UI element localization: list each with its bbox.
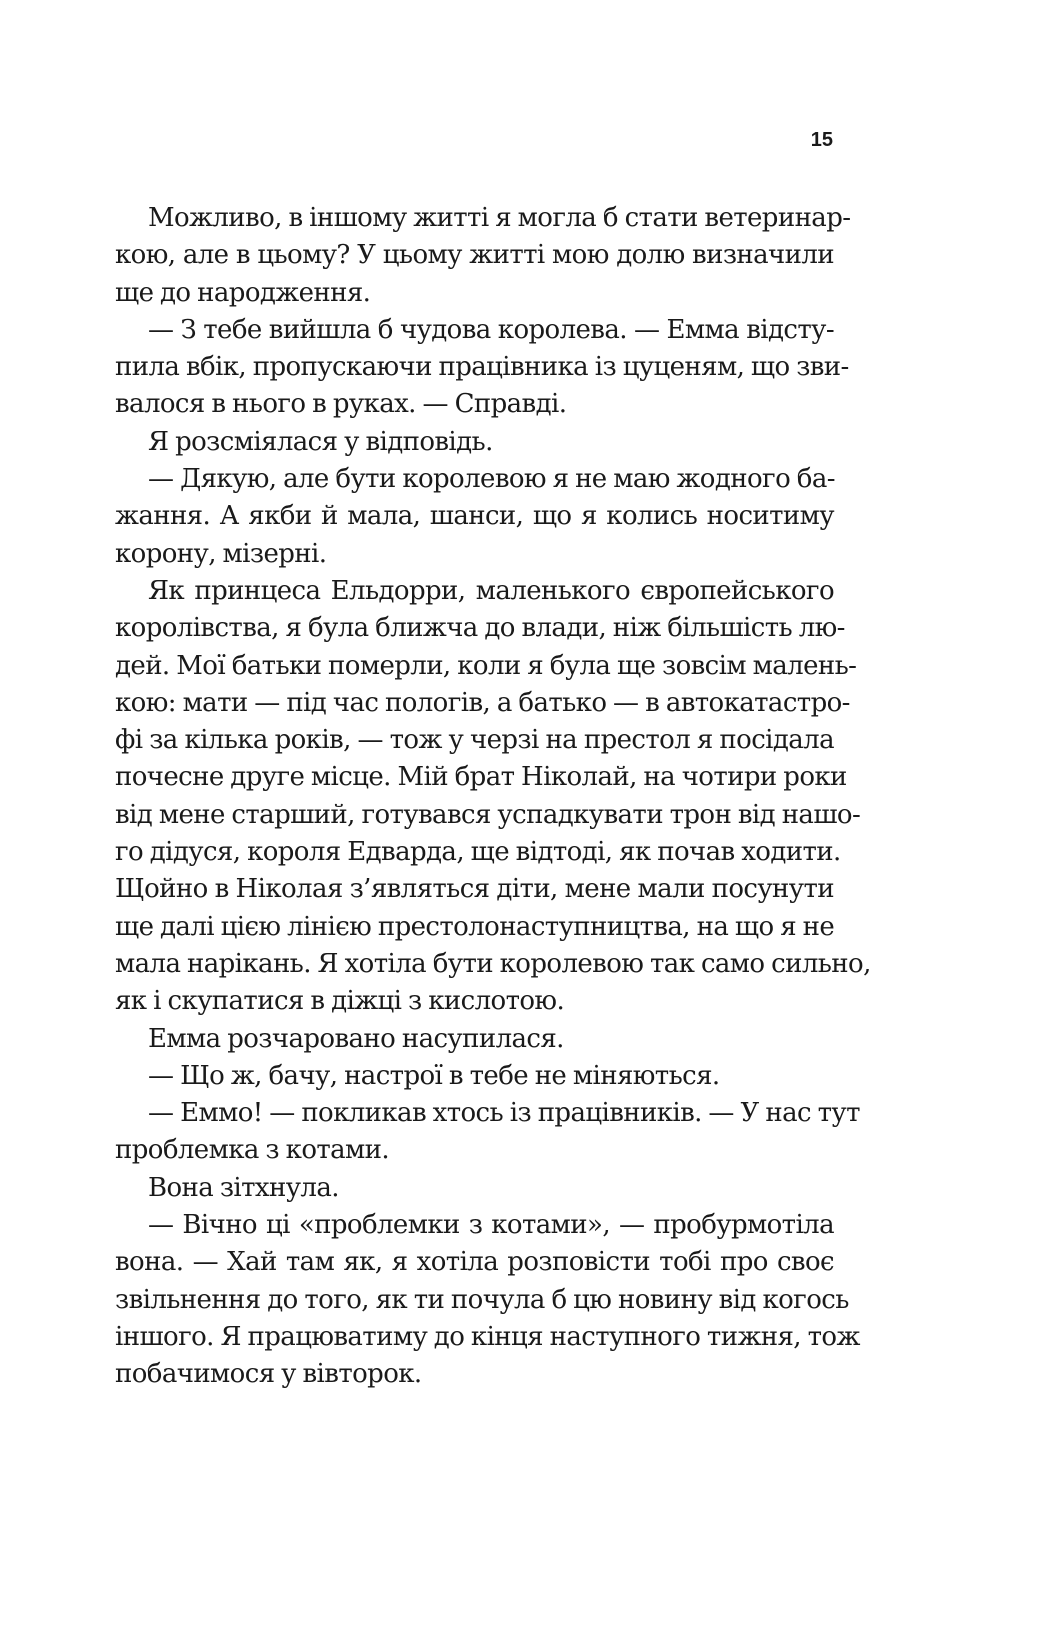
text-line: почесне друге місце. Мій брат Ніколай, на чотири роки: [115, 762, 847, 793]
text-line: жання. А якби й мала, шанси, що я колись носитиму: [115, 501, 834, 532]
text-line: Можливо, в іншому житті я могла б стати ветеринар-: [148, 203, 851, 233]
text-line: вона. — Хай там як, я хотіла розповісти тобі про своє: [115, 1247, 834, 1278]
text-line: Як принцеса Ельдорри, маленького європейського: [148, 575, 834, 606]
text-line: — Вічно ці «проблемки з котами», — пробурмотіла: [148, 1210, 834, 1241]
page-number: 15: [810, 129, 833, 151]
text-line: кою: мати — під час пологів, а батько — в автокатастро-: [115, 687, 850, 718]
text-line: валося в нього в руках. — Справді.: [115, 389, 567, 420]
text-line: — Еммо! — покликав хтось із працівників. — У нас тут: [148, 1098, 860, 1129]
text-line: звільнення до того, як ти почула б цю новину від когось: [115, 1284, 849, 1315]
text-line: побачимося у вівторок.: [115, 1359, 422, 1390]
text-line: — Дякую, але бути королевою я не маю жодного ба-: [148, 464, 835, 495]
text-line: від мене старший, готувався успадкувати трон від нашо-: [115, 799, 861, 830]
text-line: як і скупатися в діжці з кислотою.: [115, 986, 565, 1017]
text-line: фі за кілька років, — тож у черзі на престол я посідала: [115, 725, 834, 756]
text-line: — З тебе вийшла б чудова королева. — Емма відсту-: [148, 314, 834, 345]
text-line: Щойно в Ніколая з’являться діти, мене мали посунути: [115, 874, 834, 905]
body-text: [115, 200, 871, 1394]
text-line: го дідуся, короля Едварда, ще відтоді, як почав ходити.: [115, 837, 841, 868]
text-line: Емма розчаровано насупилася.: [148, 1023, 564, 1054]
text-line: королівства, я була ближча до влади, ніж більшість лю-: [115, 613, 845, 644]
text-line: іншого. Я працюватиму до кінця наступного тижня, тож: [115, 1321, 860, 1352]
text-line: Я розсміялася у відповідь.: [148, 426, 493, 457]
text-line: кою, але в цьому? У цьому житті мою долю визначили: [115, 240, 834, 271]
text-line: корону, мізерні.: [115, 538, 327, 569]
text-line: дей. Мої батьки померли, коли я була ще зовсім малень-: [115, 650, 857, 681]
text-line: мала нарікань. Я хотіла бути королевою так само сильно,: [115, 948, 871, 979]
text-line: Вона зітхнула.: [148, 1172, 339, 1203]
text-line: ще до народження.: [115, 277, 371, 308]
text-line: ще далі цією лінією престолонаступництва, на що я не: [115, 911, 835, 942]
text-line: пила вбік, пропускаючи працівника із цуценям, що зви-: [115, 352, 849, 383]
text-line: проблемка з котами.: [115, 1135, 390, 1166]
text-line: — Що ж, бачу, настрої в тебе не міняються.: [148, 1060, 720, 1091]
